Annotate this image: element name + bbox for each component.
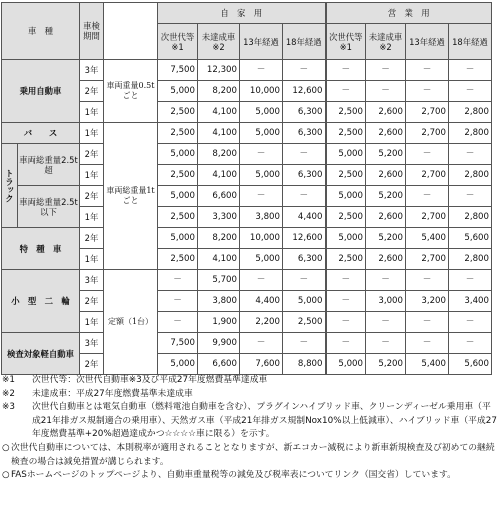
tax-cell: － bbox=[449, 270, 492, 291]
footnote-text: 次世代等：次世代自動車※3及び平成27年度燃費基準達成車 bbox=[32, 375, 268, 385]
tax-cell: 7,500 bbox=[158, 60, 198, 81]
tax-cell: － bbox=[326, 333, 366, 354]
tax-cell: 5,200 bbox=[366, 228, 406, 249]
tax-cell: 3,800 bbox=[198, 291, 240, 312]
tax-cell: 9,900 bbox=[198, 333, 240, 354]
period-cell: 1年 bbox=[80, 123, 104, 144]
tax-cell: － bbox=[366, 333, 406, 354]
tax-cell: － bbox=[406, 270, 449, 291]
tax-cell: 2,700 bbox=[406, 123, 449, 144]
tax-cell: 2,600 bbox=[366, 249, 406, 270]
category-light-vehicle: 検査対象軽自動車 bbox=[2, 333, 80, 375]
tax-cell: 5,000 bbox=[326, 144, 366, 165]
period-cell: 3年 bbox=[80, 60, 104, 81]
tax-cell: 5,000 bbox=[240, 123, 283, 144]
tax-cell: 5,700 bbox=[198, 270, 240, 291]
tax-cell: 10,000 bbox=[240, 228, 283, 249]
tax-cell: 4,100 bbox=[198, 123, 240, 144]
tax-cell: 2,700 bbox=[406, 249, 449, 270]
tax-cell: 5,000 bbox=[158, 354, 198, 375]
tax-cell: 2,600 bbox=[366, 165, 406, 186]
tax-cell: － bbox=[240, 186, 283, 207]
tax-cell: － bbox=[326, 312, 366, 333]
tax-cell: 4,400 bbox=[240, 291, 283, 312]
tax-cell: － bbox=[449, 144, 492, 165]
tax-cell: 5,400 bbox=[406, 354, 449, 375]
tax-cell: 2,700 bbox=[406, 165, 449, 186]
tax-cell: 6,300 bbox=[283, 165, 326, 186]
tax-cell: 4,100 bbox=[198, 102, 240, 123]
tax-cell: 2,500 bbox=[158, 165, 198, 186]
tax-cell: － bbox=[326, 270, 366, 291]
category-special: 特 種 車 bbox=[2, 228, 80, 270]
tax-cell: 2,500 bbox=[326, 249, 366, 270]
tax-cell: － bbox=[366, 60, 406, 81]
tax-cell: － bbox=[406, 186, 449, 207]
tax-cell: 10,000 bbox=[240, 81, 283, 102]
header-non-compliant: 未達成車※2 bbox=[198, 24, 240, 60]
tax-cell: 7,500 bbox=[158, 333, 198, 354]
tax-cell: － bbox=[406, 144, 449, 165]
tax-cell: 12,300 bbox=[198, 60, 240, 81]
tax-cell: 2,800 bbox=[449, 123, 492, 144]
footnote-text: 次世代自動車とは電気自動車（燃料電池自動車を含む）、プラグインハイブリッド車、クリーンディーゼル乗用車（平成21年排ガス規制適合の乗用車）、天然ガス車（平成21年排ガス規制Nox10%以上低減車）、ハイブリッド車（平成27年度燃費基準+20%超過達成かつ☆☆☆☆車に限る）を示す。 bbox=[32, 402, 497, 440]
footnote-mark: ※1 bbox=[2, 375, 15, 385]
footnotes bbox=[2, 374, 498, 483]
tax-cell: 1,900 bbox=[198, 312, 240, 333]
tax-cell: 3,000 bbox=[366, 291, 406, 312]
footnote bbox=[2, 388, 498, 402]
period-cell: 1年 bbox=[80, 102, 104, 123]
tax-cell: － bbox=[366, 270, 406, 291]
tax-cell: 4,100 bbox=[198, 249, 240, 270]
tax-cell: 8,200 bbox=[198, 228, 240, 249]
bullet-note bbox=[2, 442, 498, 469]
tax-cell: － bbox=[283, 144, 326, 165]
tax-cell: － bbox=[406, 333, 449, 354]
tax-cell: 4,100 bbox=[198, 165, 240, 186]
period-cell: 3年 bbox=[80, 270, 104, 291]
tax-cell: － bbox=[326, 60, 366, 81]
footnote-mark: ※3 bbox=[2, 402, 15, 413]
tax-cell: 2,500 bbox=[326, 207, 366, 228]
category-motorcycle: 小 型 二 輪 bbox=[2, 270, 80, 333]
tax-cell: 5,000 bbox=[240, 249, 283, 270]
tax-cell: 2,500 bbox=[158, 207, 198, 228]
tax-cell: － bbox=[240, 270, 283, 291]
tax-cell: 2,500 bbox=[326, 102, 366, 123]
tax-cell: － bbox=[449, 60, 492, 81]
tax-cell: － bbox=[326, 291, 366, 312]
header-commercial-use: 営 業 用 bbox=[326, 3, 492, 24]
tax-cell: － bbox=[406, 81, 449, 102]
tax-cell: 3,200 bbox=[406, 291, 449, 312]
tax-cell: 2,500 bbox=[326, 123, 366, 144]
tax-cell: － bbox=[366, 312, 406, 333]
period-cell: 2年 bbox=[80, 186, 104, 207]
tax-cell: 5,000 bbox=[326, 228, 366, 249]
footnote-mark: ※2 bbox=[2, 388, 15, 399]
bullet-text: FASホームページのトップページより、自動車重量税等の減免及び税率表についてリンク（国交省）しています。 bbox=[11, 470, 456, 481]
tax-cell: 6,600 bbox=[198, 186, 240, 207]
tax-cell: 2,800 bbox=[449, 207, 492, 228]
bullet-text: 次世代自動車については、本則税率が適用されることとなりますが、新エコカー減税により新車新規検査及び初めての継続検査の場合は減免措置が講じられます。 bbox=[11, 442, 495, 467]
unit-fixed: 定額（1台） bbox=[104, 270, 158, 375]
header-inspection-period: 車検期間 bbox=[80, 3, 104, 60]
tax-cell: 2,500 bbox=[283, 312, 326, 333]
tax-cell: 2,600 bbox=[366, 102, 406, 123]
tax-cell: 6,600 bbox=[198, 354, 240, 375]
tax-cell: － bbox=[449, 81, 492, 102]
tax-cell: 2,200 bbox=[240, 312, 283, 333]
tax-cell: － bbox=[449, 312, 492, 333]
tax-cell: 5,000 bbox=[240, 102, 283, 123]
tax-cell: 5,000 bbox=[158, 186, 198, 207]
tax-cell: 6,300 bbox=[283, 249, 326, 270]
header-private-use: 自 家 用 bbox=[158, 3, 326, 24]
tax-cell: 3,800 bbox=[240, 207, 283, 228]
header-18-years: 18年経過 bbox=[283, 24, 326, 60]
tax-cell: 7,600 bbox=[240, 354, 283, 375]
header-non-compliant: 未達成車※2 bbox=[366, 24, 406, 60]
bullet-mark: ○ bbox=[2, 470, 10, 481]
tax-cell: 2,500 bbox=[158, 102, 198, 123]
header-next-gen: 次世代等※1 bbox=[326, 24, 366, 60]
period-cell: 2年 bbox=[80, 291, 104, 312]
footnote-text: 未達成車：平成27年度燃費基準未達成車 bbox=[32, 388, 193, 399]
tax-cell: 12,600 bbox=[283, 228, 326, 249]
header-blank bbox=[104, 3, 158, 60]
tax-cell: 8,800 bbox=[283, 354, 326, 375]
header-13-years: 13年経過 bbox=[406, 24, 449, 60]
truck-over-2-5t: 車両総重量2.5t超 bbox=[18, 144, 80, 186]
tax-cell: 2,500 bbox=[158, 123, 198, 144]
period-cell: 2年 bbox=[80, 354, 104, 375]
tax-cell: 6,300 bbox=[283, 123, 326, 144]
tax-cell: 5,000 bbox=[326, 186, 366, 207]
tax-cell: 2,800 bbox=[449, 165, 492, 186]
tax-cell: 4,400 bbox=[283, 207, 326, 228]
tax-cell: 2,600 bbox=[366, 207, 406, 228]
footnote bbox=[2, 374, 498, 388]
header-18-years: 18年経過 bbox=[449, 24, 492, 60]
header-next-gen: 次世代等※1 bbox=[158, 24, 198, 60]
tax-cell: 5,600 bbox=[449, 228, 492, 249]
tax-cell: 5,000 bbox=[158, 228, 198, 249]
tax-cell: 5,400 bbox=[406, 228, 449, 249]
tax-cell: － bbox=[240, 144, 283, 165]
tax-cell: 2,600 bbox=[366, 123, 406, 144]
period-cell: 1年 bbox=[80, 312, 104, 333]
tax-cell: 5,000 bbox=[326, 354, 366, 375]
tax-cell: 5,000 bbox=[158, 81, 198, 102]
tax-table bbox=[1, 2, 492, 375]
tax-cell: － bbox=[283, 270, 326, 291]
tax-cell: － bbox=[240, 333, 283, 354]
period-cell: 2年 bbox=[80, 228, 104, 249]
tax-cell: － bbox=[158, 312, 198, 333]
tax-cell: 8,200 bbox=[198, 81, 240, 102]
tax-cell: － bbox=[158, 291, 198, 312]
tax-cell: 5,200 bbox=[366, 144, 406, 165]
tax-cell: － bbox=[406, 312, 449, 333]
period-cell: 3年 bbox=[80, 333, 104, 354]
period-cell: 1年 bbox=[80, 165, 104, 186]
tax-cell: 2,500 bbox=[158, 249, 198, 270]
period-cell: 2年 bbox=[80, 81, 104, 102]
tax-cell: － bbox=[366, 81, 406, 102]
footnote bbox=[2, 401, 498, 442]
tax-cell: 2,700 bbox=[406, 207, 449, 228]
period-cell: 1年 bbox=[80, 207, 104, 228]
tax-cell: 2,700 bbox=[406, 102, 449, 123]
tax-cell: 5,000 bbox=[283, 291, 326, 312]
tax-cell: 5,200 bbox=[366, 354, 406, 375]
tax-cell: － bbox=[283, 333, 326, 354]
tax-cell: － bbox=[283, 60, 326, 81]
unit-gross-weight: 車両総重量1tごと bbox=[104, 123, 158, 270]
period-cell: 2年 bbox=[80, 144, 104, 165]
bullet-note bbox=[2, 469, 498, 483]
tax-cell: 8,200 bbox=[198, 144, 240, 165]
tax-cell: － bbox=[283, 186, 326, 207]
tax-cell: 2,500 bbox=[326, 165, 366, 186]
tax-cell: 3,300 bbox=[198, 207, 240, 228]
unit-vehicle-weight: 車両重量0.5tごと bbox=[104, 60, 158, 123]
category-passenger: 乗用自動車 bbox=[2, 60, 80, 123]
tax-cell: 5,000 bbox=[158, 144, 198, 165]
tax-cell: 5,200 bbox=[366, 186, 406, 207]
tax-cell: 5,000 bbox=[240, 165, 283, 186]
tax-cell: － bbox=[158, 270, 198, 291]
bullet-mark: ○ bbox=[2, 442, 10, 453]
tax-cell: 12,600 bbox=[283, 81, 326, 102]
header-vehicle-type: 車 種 bbox=[2, 3, 80, 60]
tax-cell: － bbox=[449, 186, 492, 207]
tax-cell: 3,400 bbox=[449, 291, 492, 312]
tax-cell: 2,800 bbox=[449, 249, 492, 270]
tax-cell: － bbox=[326, 81, 366, 102]
tax-cell: － bbox=[240, 60, 283, 81]
tax-cell: 6,300 bbox=[283, 102, 326, 123]
tax-cell: 2,800 bbox=[449, 102, 492, 123]
tax-cell: － bbox=[406, 60, 449, 81]
tax-cell: － bbox=[449, 333, 492, 354]
category-bus: バ ス bbox=[2, 123, 80, 144]
tax-cell: 5,600 bbox=[449, 354, 492, 375]
category-truck: トラック bbox=[2, 144, 18, 228]
period-cell: 1年 bbox=[80, 249, 104, 270]
truck-under-2-5t: 車両総重量2.5t以下 bbox=[18, 186, 80, 228]
header-13-years: 13年経過 bbox=[240, 24, 283, 60]
